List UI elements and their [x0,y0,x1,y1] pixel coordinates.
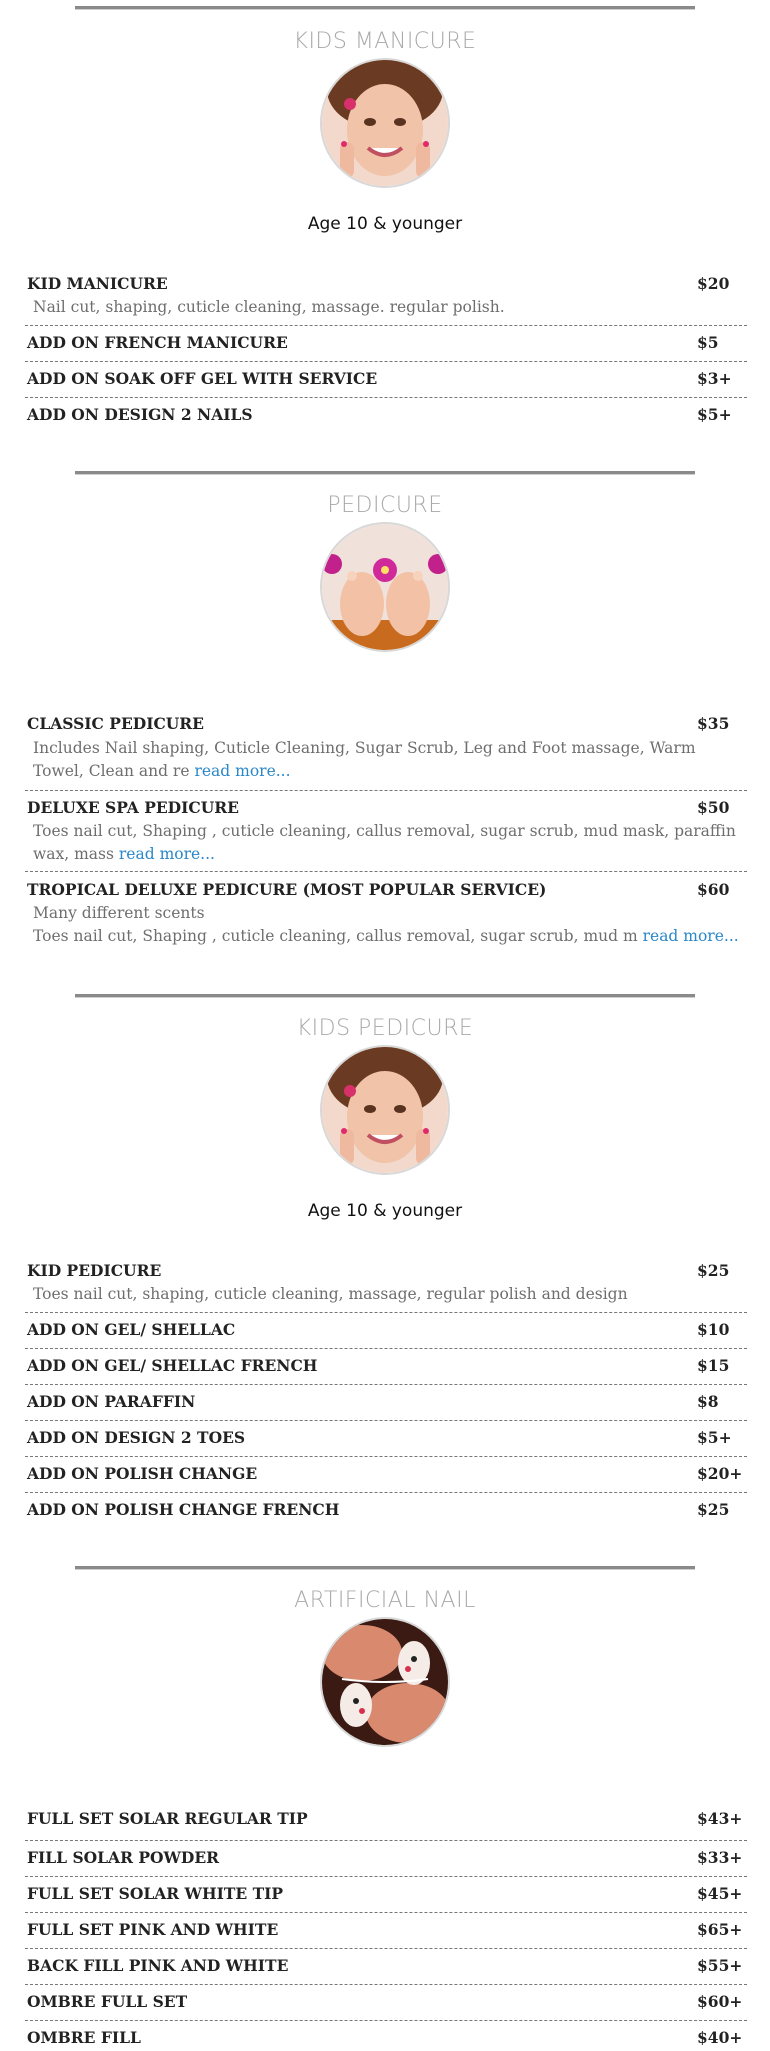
item-price: $5+ [697,405,732,424]
section-title: PEDICURE [327,493,443,518]
item-price: $8 [697,1392,719,1411]
section-title: KIDS PEDICURE [296,1016,474,1041]
read-more-link[interactable]: read more... [118,845,215,863]
item-name: OMBRE FILL [27,2028,141,2047]
description-line: Many different scents [33,904,205,922]
item-price: $25 [697,1500,730,1519]
menu-item [25,1949,747,1985]
item-price: $35 [697,714,730,733]
item-name: BACK FILL PINK AND WHITE [27,1956,289,1975]
menu-item [25,1313,747,1349]
item-name: FULL SET SOLAR REGULAR TIP [27,1809,308,1828]
description-line: Includes Nail shaping, Cuticle Cleaning, Sugar Scrub, Leg and Foot massage, Warm [33,739,696,757]
item-name: ADD ON FRENCH MANICURE [27,333,288,352]
nail-art-photo [320,1617,450,1747]
item-price: $43+ [697,1809,743,1828]
item-name: OMBRE FULL SET [27,1992,188,2011]
item-name: KID PEDICURE [27,1261,162,1280]
age-note: Age 10 & younger [307,214,463,234]
menu-item [25,1349,747,1385]
description-line: Toes nail cut, Shaping , cuticle cleaning, callus removal, sugar scrub, mud m [33,927,638,945]
menu-item [25,872,747,952]
section-kids-manicure [0,0,770,440]
menu-item [25,2021,747,2051]
item-description [33,902,743,948]
menu-item [25,1493,747,1528]
menu-item [25,1457,747,1493]
item-price: $65+ [697,1920,743,1939]
description-line: Towel, Clean and re [33,762,190,780]
item-description [33,820,743,866]
item-name: ADD ON PARAFFIN [27,1392,196,1411]
menu-item [25,1877,747,1913]
item-price: $10 [697,1320,730,1339]
item-description: Nail cut, shaping, cuticle cleaning, massage. regular polish. [33,298,505,316]
item-name: FULL SET PINK AND WHITE [27,1920,279,1939]
section-divider [75,471,695,475]
item-price: $5 [697,333,719,352]
item-price: $60+ [697,1992,743,2011]
item-price: $40+ [697,2028,743,2047]
age-note: Age 10 & younger [307,1201,463,1221]
description-line: Toes nail cut, Shaping , cuticle cleaning, callus removal, sugar scrub, mud mask, paraffin [33,822,736,840]
item-price: $5+ [697,1428,732,1447]
section-divider [75,1566,695,1570]
item-description: Toes nail cut, shaping, cuticle cleaning, massage, regular polish and design [33,1285,628,1303]
item-price: $3+ [697,369,732,388]
kid-photo [320,1045,450,1175]
item-price: $33+ [697,1848,743,1867]
item-name: ADD ON SOAK OFF GEL WITH SERVICE [27,369,378,388]
item-name: ADD ON GEL/ SHELLAC [27,1320,236,1339]
read-more-link[interactable]: read more... [194,762,291,780]
kid-photo [320,58,450,188]
section-divider [75,994,695,998]
item-price: $25 [697,1261,730,1280]
menu-item [25,398,747,433]
item-name: ADD ON GEL/ SHELLAC FRENCH [27,1356,318,1375]
menu-item [25,326,747,362]
read-more-link[interactable]: read more... [642,927,739,945]
description-line: wax, mass [33,845,114,863]
item-price: $45+ [697,1884,743,1903]
item-name: FILL SOLAR POWDER [27,1848,220,1867]
section-title: KIDS MANICURE [293,29,477,54]
item-price: $60 [697,880,730,899]
item-name: CLASSIC PEDICURE [27,714,205,733]
menu-item [25,270,747,326]
menu-item [25,1985,747,2021]
item-price: $50 [697,798,730,817]
menu-item [25,1913,747,1949]
item-description [33,737,743,783]
item-price: $15 [697,1356,730,1375]
item-name: ADD ON POLISH CHANGE FRENCH [27,1500,340,1519]
item-name: FULL SET SOLAR WHITE TIP [27,1884,284,1903]
menu-item [25,791,747,872]
item-price: $55+ [697,1956,743,1975]
menu-item [25,1385,747,1421]
menu-item [25,1841,747,1877]
item-price: $20 [697,274,730,293]
section-divider [75,6,695,10]
menu-item [25,1421,747,1457]
item-name: TROPICAL DELUXE PEDICURE (MOST POPULAR SERVICE) [27,880,547,899]
item-name: ADD ON DESIGN 2 NAILS [27,405,253,424]
section-artificial-nail [0,1560,770,2051]
item-name: KID MANICURE [27,274,168,293]
menu-item [25,1805,747,1841]
section-kids-pedicure [0,988,770,1528]
item-name: DELUXE SPA PEDICURE [27,798,239,817]
menu-item [25,1257,747,1313]
menu-item [25,710,747,791]
item-name: ADD ON POLISH CHANGE [27,1464,258,1483]
item-price: $20+ [697,1464,743,1483]
pedicure-photo [320,522,450,652]
menu-item [25,362,747,398]
section-pedicure [0,465,770,965]
section-title: ARTIFICIAL NAIL [294,1588,476,1613]
item-name: ADD ON DESIGN 2 TOES [27,1428,246,1447]
